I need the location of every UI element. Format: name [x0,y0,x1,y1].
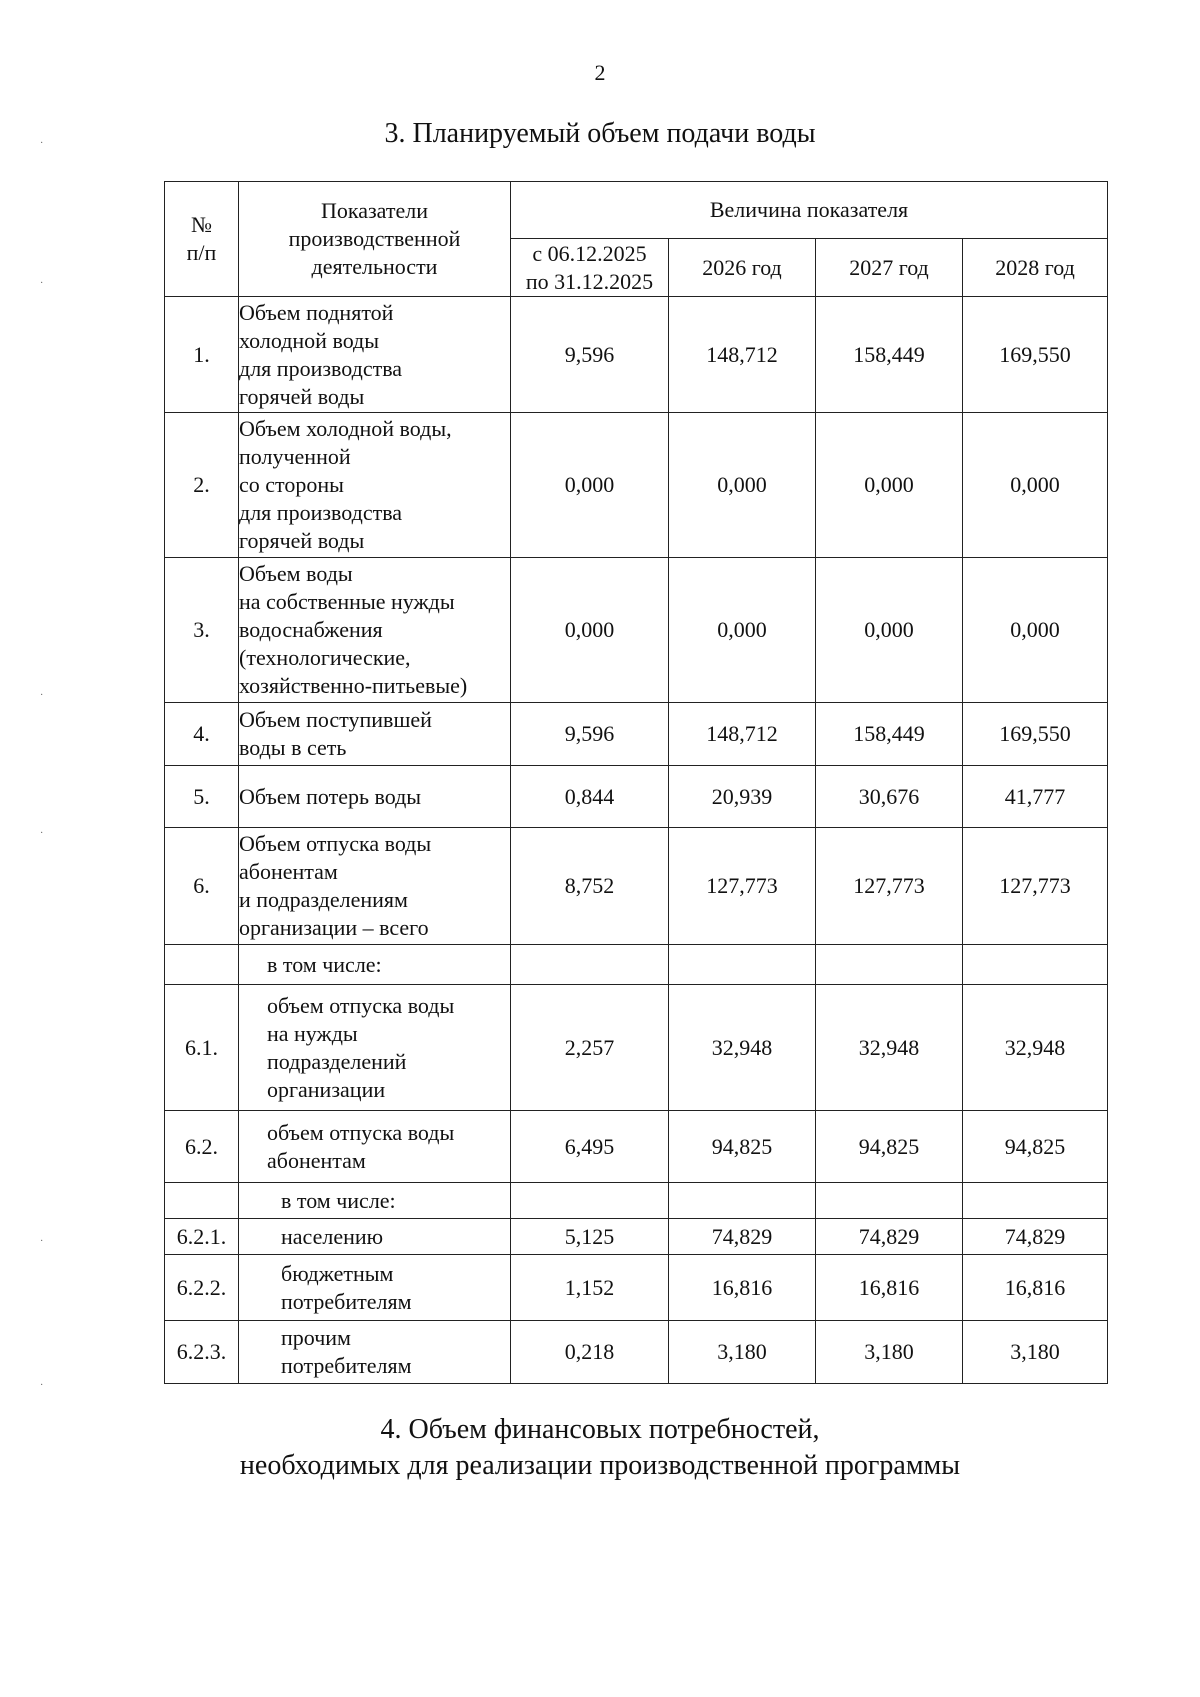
row-value: 0,000 [816,558,963,703]
section-4-title [0,1412,1200,1484]
table-row [165,1255,1108,1321]
row-value [511,945,669,985]
row-value: 148,712 [669,297,816,413]
row-value: 3,180 [963,1321,1108,1384]
row-num: 6.2.3. [165,1321,239,1384]
table-row [165,413,1108,558]
row-value: 0,844 [511,766,669,828]
row-value: 16,816 [816,1255,963,1321]
row-value [669,945,816,985]
row-value: 0,000 [669,413,816,558]
row-value: 32,948 [669,985,816,1111]
row-value: 30,676 [816,766,963,828]
row-value: 158,449 [816,703,963,766]
water-supply-volume-table [164,181,1108,1384]
header-indicator [239,182,511,297]
header-period-text: с 06.12.2025 по 31.12.2025 [525,240,654,294]
row-num: 6.2.2. [165,1255,239,1321]
header-num [165,182,239,297]
row-value: 0,000 [511,558,669,703]
scan-artifact: · [40,278,44,289]
header-period-text: 2026 год [702,254,782,280]
row-num [165,1183,239,1219]
table-row [165,1183,1108,1219]
header-period-text: 2027 год [849,254,929,280]
row-value [963,1183,1108,1219]
row-value: 16,816 [669,1255,816,1321]
table-row [165,945,1108,985]
row-num: 6. [165,828,239,945]
header-period [669,239,816,297]
row-num: 4. [165,703,239,766]
table-row [165,828,1108,945]
table-row [165,766,1108,828]
row-value: 16,816 [963,1255,1108,1321]
row-label: Объем поднятой холодной воды для производства горячей воды [239,297,511,413]
row-label: объем отпуска воды абонентам [239,1111,511,1183]
row-value: 41,777 [963,766,1108,828]
row-value: 9,596 [511,297,669,413]
row-value: 20,939 [669,766,816,828]
row-label: в том числе: [239,945,511,985]
row-value [963,945,1108,985]
row-value: 8,752 [511,828,669,945]
row-value: 0,000 [816,413,963,558]
row-num: 3. [165,558,239,703]
section-4-title-line-2: необходимых для реализации производственной программы [239,1450,961,1481]
row-value: 74,829 [816,1219,963,1255]
row-num: 6.2. [165,1111,239,1183]
row-num: 6.1. [165,985,239,1111]
row-label: Объем потерь воды [239,766,511,828]
row-value: 0,000 [963,558,1108,703]
page-number: 2 [594,60,606,85]
row-value: 148,712 [669,703,816,766]
row-label: Объем холодной воды, полученной со стороны для производства горячей воды [239,413,511,558]
table-row [165,1321,1108,1384]
scan-artifact: · [40,1380,44,1391]
row-value: 169,550 [963,297,1108,413]
row-label: объем отпуска воды на нужды подразделений организации [239,985,511,1111]
row-value: 127,773 [963,828,1108,945]
row-label: бюджетным потребителям [239,1255,511,1321]
row-label: в том числе: [239,1183,511,1219]
row-label: населению [239,1219,511,1255]
header-period [816,239,963,297]
row-value: 0,000 [511,413,669,558]
scan-artifact: · [40,828,44,839]
row-value [816,1183,963,1219]
row-value: 94,825 [816,1111,963,1183]
row-value: 5,125 [511,1219,669,1255]
row-label: Объем поступившей воды в сеть [239,703,511,766]
header-indicator-text: Показатели производственной деятельности [288,198,461,279]
row-value: 32,948 [816,985,963,1111]
row-value [816,945,963,985]
scan-artifact: · [40,1236,44,1247]
table-row [165,985,1108,1111]
row-num: 1. [165,297,239,413]
row-value: 3,180 [669,1321,816,1384]
row-value: 9,596 [511,703,669,766]
row-value: 3,180 [816,1321,963,1384]
header-num-text: № п/п [186,212,217,265]
row-value: 169,550 [963,703,1108,766]
header-period [511,239,669,297]
row-value [511,1183,669,1219]
row-num: 5. [165,766,239,828]
header-period [963,239,1108,297]
row-value: 127,773 [669,828,816,945]
row-value: 6,495 [511,1111,669,1183]
scan-artifact: · [40,690,44,701]
row-value: 94,825 [963,1111,1108,1183]
row-value: 2,257 [511,985,669,1111]
row-value: 94,825 [669,1111,816,1183]
row-value [669,1183,816,1219]
table-row [165,703,1108,766]
header-value-group-text: Величина показателя [709,197,909,222]
header-value-group [511,182,1108,239]
row-value: 32,948 [963,985,1108,1111]
table-row [165,1111,1108,1183]
row-label: прочим потребителям [239,1321,511,1384]
row-value: 127,773 [816,828,963,945]
section-3-title: 3. Планируемый объем подачи воды [384,118,816,149]
table-row [165,558,1108,703]
row-value: 74,829 [963,1219,1108,1255]
row-num: 6.2.1. [165,1219,239,1255]
row-value: 0,218 [511,1321,669,1384]
table-row [165,297,1108,413]
row-value: 1,152 [511,1255,669,1321]
row-value: 74,829 [669,1219,816,1255]
row-num: 2. [165,413,239,558]
row-label: Объем отпуска воды абонентам и подразделениям организации – всего [239,828,511,945]
row-value: 0,000 [669,558,816,703]
header-period-text: 2028 год [995,254,1075,280]
row-value: 158,449 [816,297,963,413]
row-label: Объем воды на собственные нужды водоснабжения (технологические, хозяйственно-питьевые) [239,558,511,703]
scan-artifact: · [40,138,44,149]
table-row [165,1219,1108,1255]
section-4-title-line-1: 4. Объем финансовых потребностей, [380,1414,820,1445]
row-num [165,945,239,985]
row-value: 0,000 [963,413,1108,558]
